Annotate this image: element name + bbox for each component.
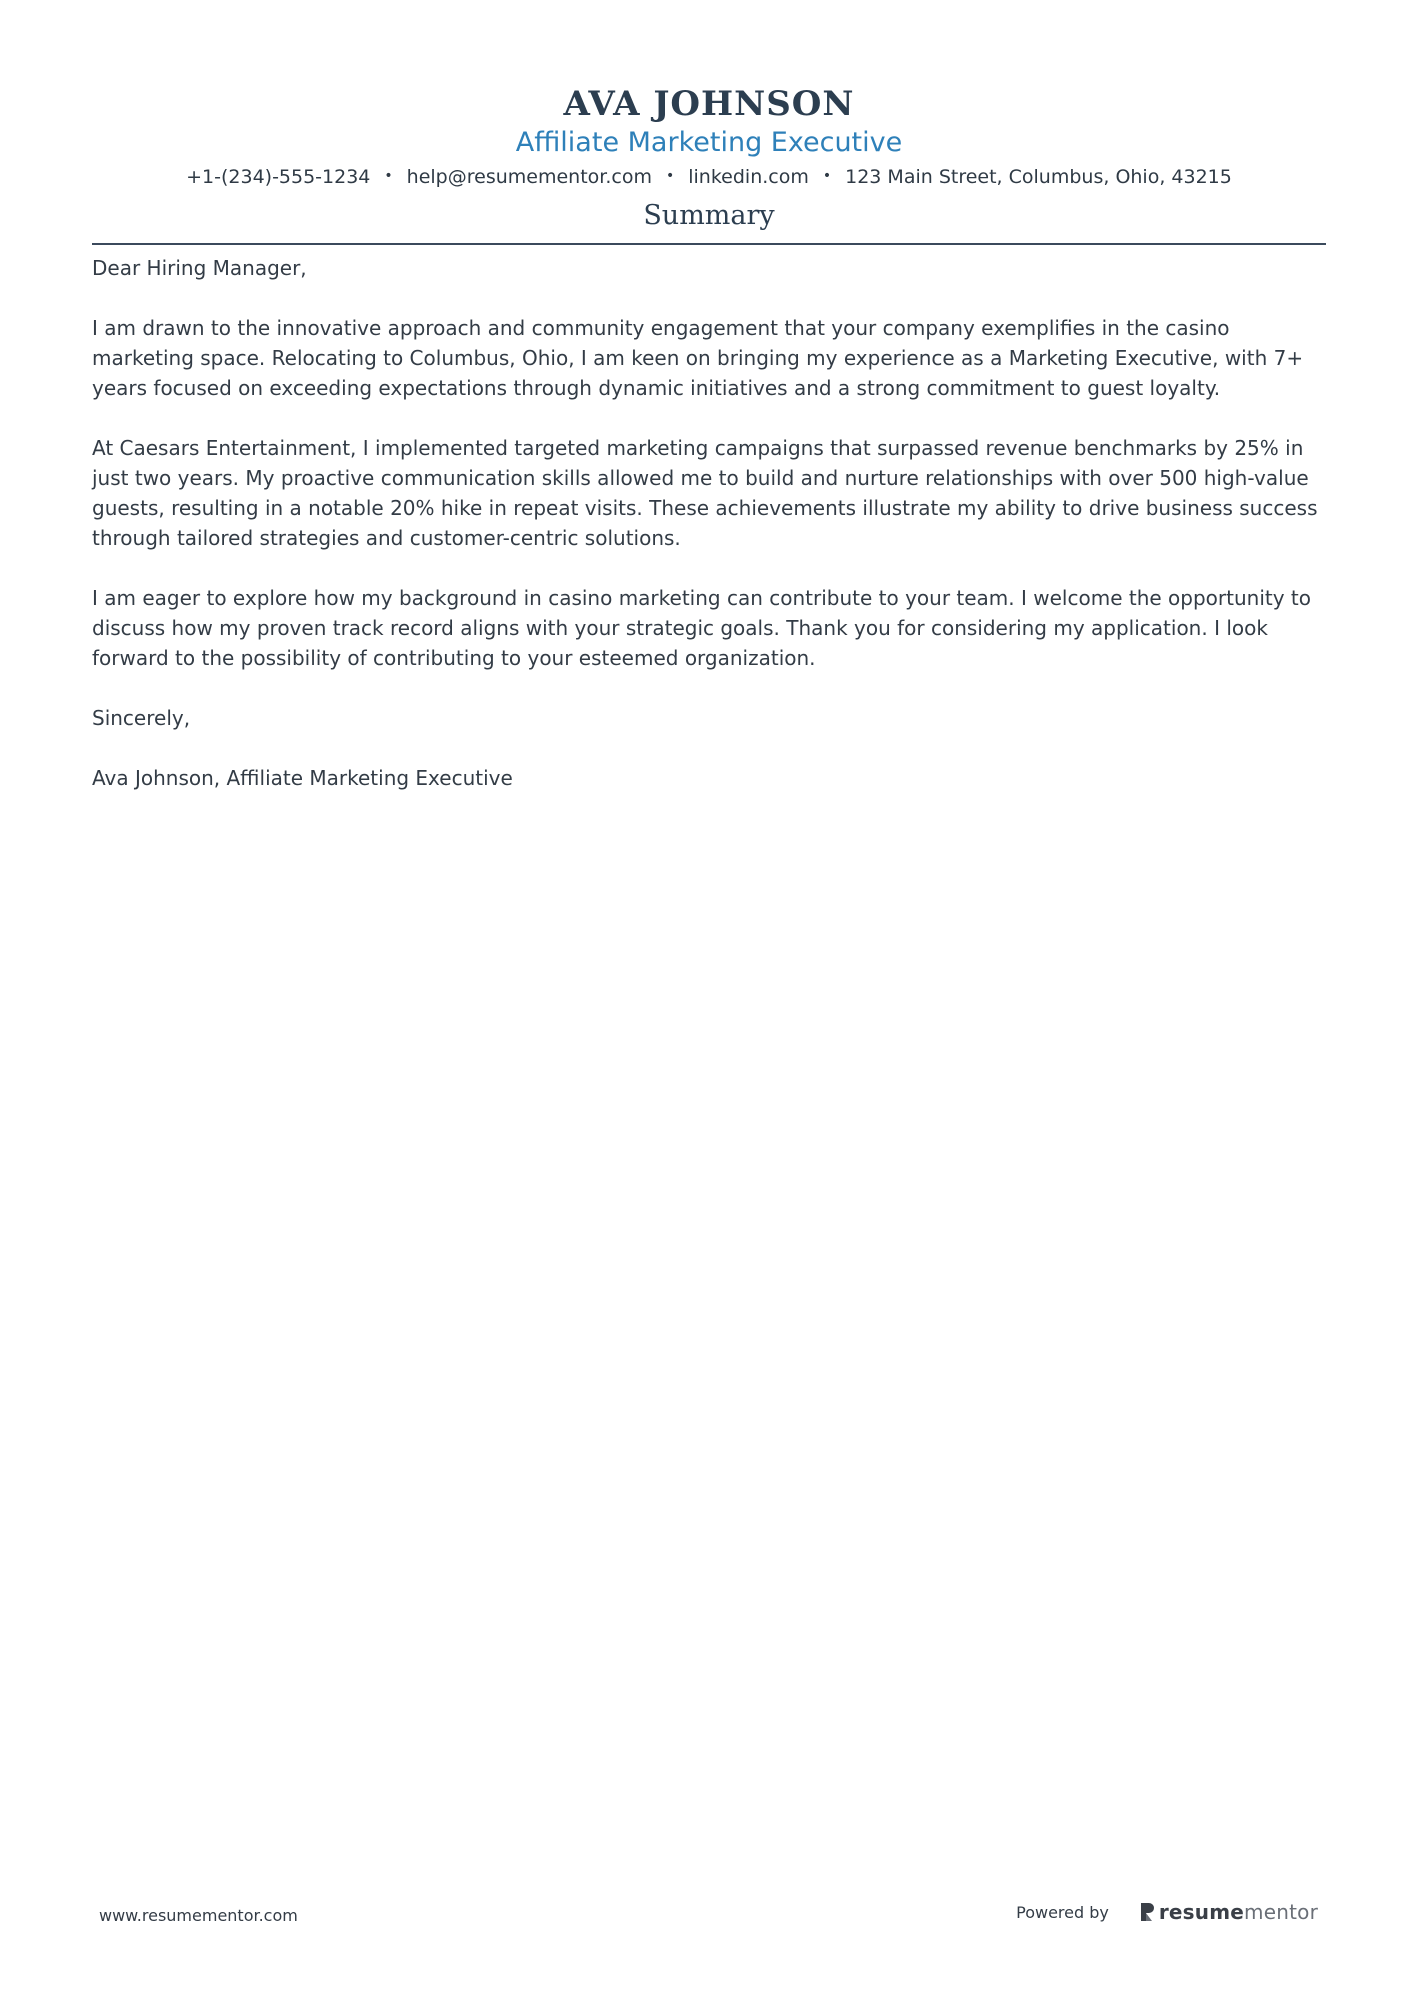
contact-line	[92, 162, 1326, 193]
section-divider	[92, 243, 1326, 245]
contact-email: help@resumementor.com	[406, 166, 652, 188]
brand-text-light: mentor	[1244, 1900, 1318, 1924]
brand-text-bold: resume	[1158, 1900, 1245, 1924]
contact-linkedin: linkedin.com	[688, 166, 809, 188]
candidate-name: AVA JOHNSON	[563, 84, 855, 124]
contact-address: 123 Main Street, Columbus, Ohio, 43215	[845, 166, 1232, 188]
contact-separator: •	[822, 167, 832, 184]
powered-by-label: Powered by	[1016, 1902, 1109, 1922]
section-title: Summary	[643, 200, 775, 231]
letter-body	[92, 253, 1326, 823]
closing: Sincerely,	[92, 706, 191, 730]
header	[92, 82, 1326, 193]
resumementor-logo-icon	[1139, 1901, 1155, 1923]
letter-paragraph: At Caesars Entertainment, I implemented targeted marketing campaigns that surpassed revenue benchmarks by 25% in just two years. My proactive communication skills allowed me to build and nurture relationships with over 500 high-value guests, resulting in a notable 20% hike in repeat visits. These achievements illustrate my ability to drive business success through tailored strategies and customer-centric solutions.	[92, 436, 1318, 550]
footer-brand	[1016, 1900, 1318, 1924]
salutation: Dear Hiring Manager,	[92, 256, 307, 280]
letter-paragraph: I am drawn to the innovative approach and community engagement that your company exemplifies in the casino marketing space. Relocating to Columbus, Ohio, I am keen on bringing my experience as a Marketing Executive, with 7+ years focused on exceeding expectations through dynamic initiatives and a strong commitment to guest loyalty.	[92, 316, 1304, 400]
contact-phone: +1-(234)-555-1234	[186, 166, 371, 188]
letter-paragraph: I am eager to explore how my background in casino marketing can contribute to your team. I welcome the opportunity to discuss how my proven track record aligns with your strategic goals. Thank you for considering my application. I look forward to the possibility of contributing to your esteemed organization.	[92, 586, 1311, 670]
contact-separator: •	[665, 167, 675, 184]
brand-logo	[1139, 1900, 1318, 1924]
contact-separator: •	[384, 167, 393, 184]
footer-website: www.resumementor.com	[99, 1906, 298, 1925]
candidate-role: Affiliate Marketing Executive	[515, 127, 903, 158]
signature: Ava Johnson, Affiliate Marketing Executive	[92, 766, 513, 790]
